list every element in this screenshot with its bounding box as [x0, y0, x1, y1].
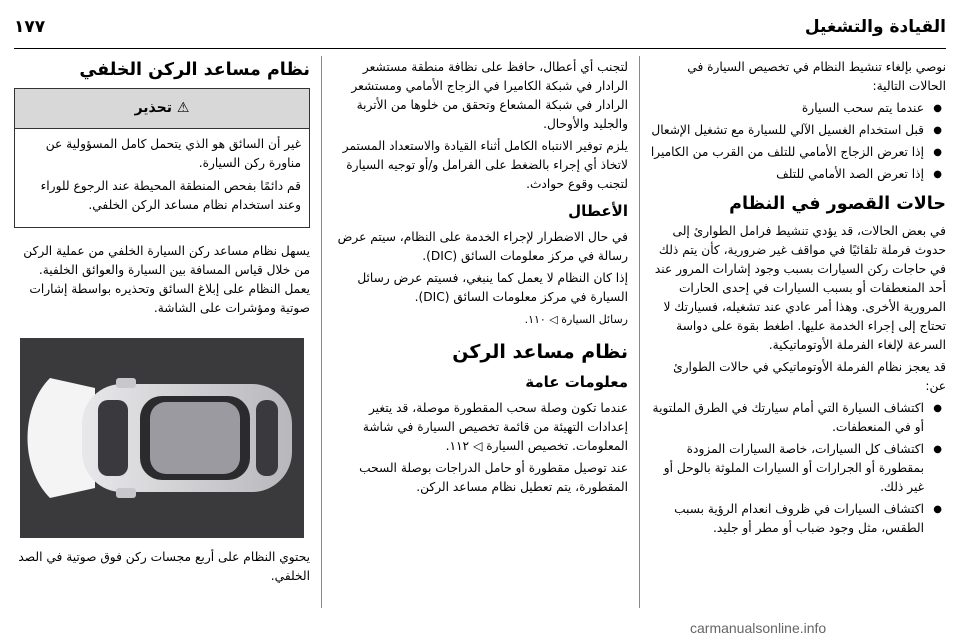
rear-parking-heading: نظام مساعد الركن الخلفي	[79, 60, 310, 80]
intro-bullet-list	[650, 99, 946, 184]
page-number: ١٧٧	[14, 17, 46, 37]
general-info-heading: معلومات عامة	[525, 373, 628, 391]
warning-paragraph: قم دائمًا بفحص المنطقة المحيطة عند الرجوع للوراء وعند استخدام نظام مساعد الركن الخلفي.	[40, 179, 301, 212]
faults-heading: حالات القصور في النظام	[729, 194, 946, 214]
list-item: ● اكتشاف كل السيارات، خاصة السيارات المزودة بمقطورة أو الجرارات أو السيارات الملوثة بالوحل أو غير ذلك.	[650, 440, 946, 497]
list-item: ● اكتشاف السيارة التي أمام سيارتك في الطرق الملتوية أو في المنعطفات.	[650, 399, 946, 437]
faults-bullet-list	[650, 399, 946, 538]
body-paragraph: يلزم توفير الانتباه الكامل أثناء القيادة والاستعداد المستمر لاتخاذ أي إجراء بالضغط على الفرامل و/أو توجيه السيارة لتجنب وقوع حوادث.	[342, 139, 628, 191]
list-item: ● اكتشاف السيارات في ظروف انعدام الرؤية بسبب الطقس، مثل وجود ضباب أو مطر أو جليد.	[650, 500, 946, 538]
faults-paragraph: في بعض الحالات، قد يؤدي تنشيط فرامل الطوارئ إلى حدوث فرملة تلقائيًا في مواقف غير ضرورية، كأن يتم ذلك في حاجات ركن السيارات بسبب وجود إشارات المرور عند أحد المنعطفات أو بسبب السيارات في إحدى الحارات المرورية الأخرى. وهذا أمر عادي عند تشغيله، فسيارتك لا تحتاج إلى إجراء الخدمة عليها. اطغط بقوة على دواسة السرعة لإلغاء الفرملة الأوتوماتيكية.	[654, 224, 946, 352]
list-item: ● قبل استخدام الغسيل الآلي للسيارة مع تشغيل الإشعال	[650, 121, 946, 140]
page-reference: رسائل السيارة ◁ ١١٠.	[524, 313, 628, 326]
body-paragraph: لتجنب أي أعطال، حافظ على نظافة منطقة مستشعر الرادار في شبكة الكاميرا في الزجاج الأمامي ومستشعر الرادار في شبكة المشعاع وتحقق من خلوها من الأتربة والجليد والأوحال.	[351, 60, 628, 131]
body-paragraph: في حال الاضطرار لإجراء الخدمة على النظام، سيتم عرض رسالة في مركز معلومات السائق (DIC).	[337, 230, 628, 263]
figure-caption: يحتوي النظام على أربع مجسات ركن فوق صوتية في الصد الخلفي.	[18, 550, 310, 583]
malfunctions-heading: الأعطال	[568, 202, 628, 220]
warning-title-text: تحذير	[134, 100, 172, 116]
parking-sensor-illustration	[20, 338, 304, 538]
column-divider	[639, 56, 640, 608]
section-title: القيادة والتشغيل	[804, 17, 946, 37]
warning-title	[15, 89, 309, 129]
intro-paragraph: نوصي بإلغاء تنشيط النظام في تخصيص السيارة في الحالات التالية:	[687, 60, 946, 93]
body-paragraph: إذا كان النظام لا يعمل كما ينبغي، فسيتم عرض رسائل السيارة في مركز معلومات السائق (DIC).	[357, 271, 628, 304]
warning-box	[14, 88, 310, 228]
body-paragraph: يسهل نظام مساعد ركن السيارة الخلفي من عملية الركن من خلال قياس المسافة بين السيارة والعوائق الخلفية. يعمل النظام على إبلاغ السائق وتحذيره بواسطة إشارات صوتية ومؤشرات على الشاشة.	[23, 244, 310, 315]
column-middle	[332, 58, 628, 500]
body-paragraph: عندما تكون وصلة سحب المقطورة موصلة، قد يتغير إعدادات التهيئة من قائمة تخصيص السيارة في شاشة المعلومات. تخصيص السيارة ◁ ١١٢.	[362, 401, 628, 453]
page-header	[14, 10, 946, 44]
warning-body	[15, 129, 309, 227]
faults-paragraph: قد يعجز نظام الفرملة الأوتوماتيكي في حالات الطوارئ عن:	[673, 360, 946, 393]
car-top-view-drawing	[20, 338, 304, 538]
column-divider	[321, 56, 322, 608]
watermark: carmanualsonline.info	[690, 620, 827, 636]
body-paragraph: عند توصيل مقطورة أو حامل الدراجات بوصلة السحب المقطورة، يتم تعطيل نظام مساعد الركن.	[359, 461, 628, 494]
list-item: ● عندما يتم سحب السيارة	[650, 99, 946, 118]
warning-paragraph: غير أن السائق هو الذي يتحمل كامل المسؤولية عن مناورة ركن السيارة.	[45, 137, 301, 170]
list-item: ● إذا تعرض الصد الأمامي للتلف	[650, 165, 946, 184]
warning-triangle-icon: ⚠	[176, 100, 190, 116]
parking-assist-heading: نظام مساعد الركن	[452, 341, 628, 363]
car-body	[82, 378, 292, 498]
list-item: ● إذا تعرض الزجاج الأمامي للتلف من القرب من الكاميرا	[650, 143, 946, 162]
column-right	[650, 58, 946, 542]
header-rule	[14, 48, 946, 49]
column-left	[14, 58, 310, 589]
